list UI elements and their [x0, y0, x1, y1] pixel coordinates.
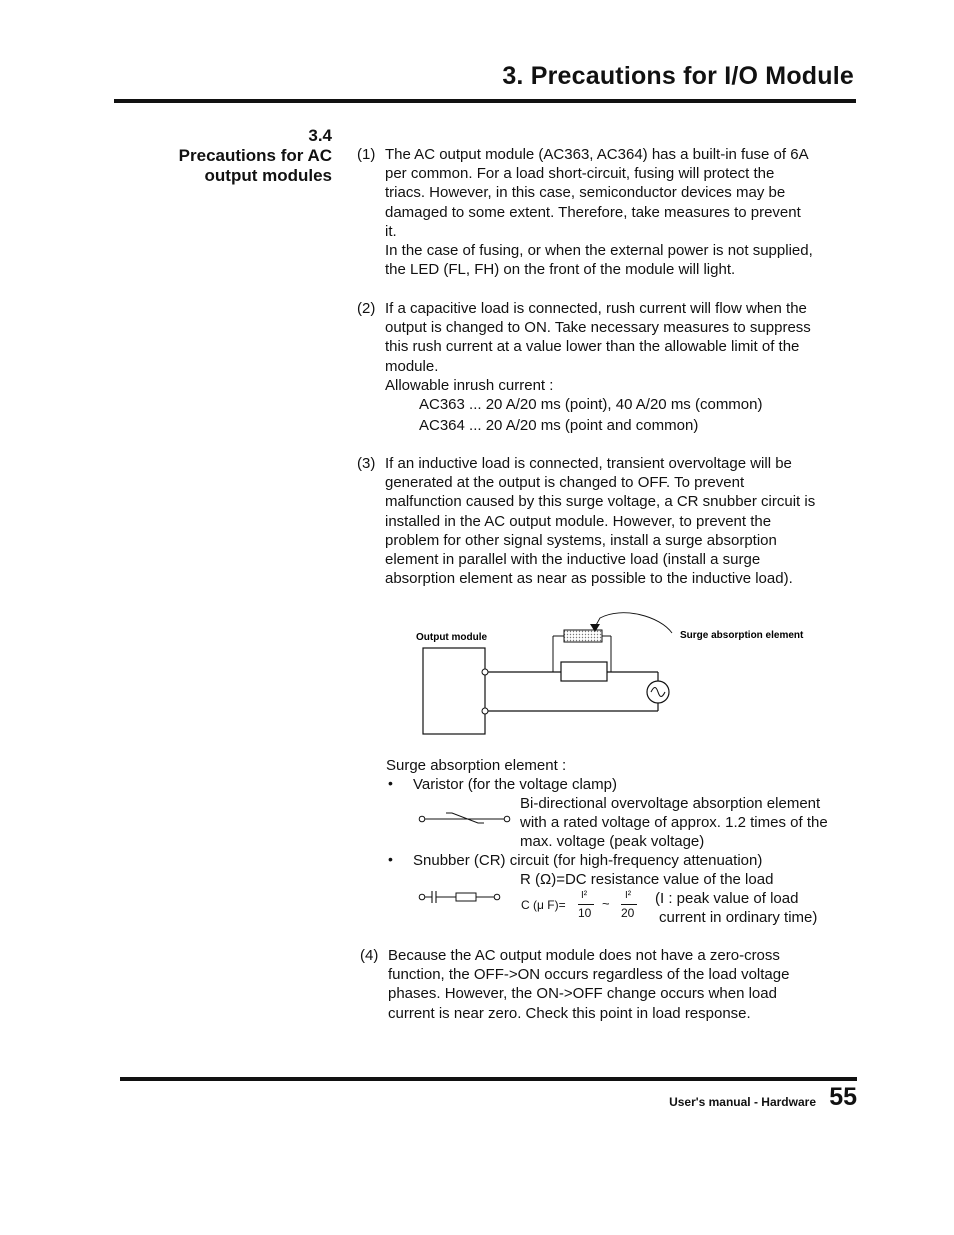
- section-number: 3.4: [308, 126, 332, 145]
- item-number: (2): [357, 300, 376, 317]
- footer-rule: [120, 1077, 857, 1081]
- inrush-ac363: AC363 ... 20 A/20 ms (point), 40 A/20 ms (common): [419, 396, 763, 413]
- peak-current-description-1: (I : peak value of load: [655, 890, 799, 907]
- section-title-line1: Precautions for AC: [178, 146, 332, 165]
- output-module-box: [423, 648, 485, 734]
- formula-numerator-2: I²: [625, 890, 632, 901]
- varistor-symbol: [418, 808, 512, 826]
- surge-heading: Surge absorption element :: [386, 757, 567, 774]
- inrush-ac364: AC364 ... 20 A/20 ms (point and common): [419, 417, 699, 434]
- footer-manual-title: User's manual - Hardware: [669, 1095, 816, 1109]
- page-number: 55: [829, 1083, 857, 1111]
- formula-denominator-2: 20: [621, 906, 635, 920]
- bullet-varistor: •: [388, 775, 393, 791]
- page-header-title: 3. Precautions for I/O Module: [502, 62, 854, 90]
- formula-fraction-bar-2: [621, 904, 637, 905]
- formula-fraction-bar-1: [578, 904, 594, 905]
- item-text: Because the AC output module does not have a zero-cross function, the OFF->ON occurs regardless of the load voltage phases. However, the ON->OFF change occurs when load current is near zero. Check this point in load response.: [388, 947, 790, 1022]
- resistance-description: R (Ω)=DC resistance value of the load: [520, 871, 774, 888]
- section-title-line2: output modules: [204, 166, 332, 185]
- peak-current-description-2: current in ordinary time): [659, 909, 818, 926]
- formula-denominator-1: 10: [578, 906, 592, 920]
- ac-source-icon: [647, 681, 669, 703]
- formula-numerator-1: I²: [581, 890, 588, 901]
- header-rule: [114, 99, 856, 103]
- output-module-label: Output module: [416, 632, 488, 643]
- formula-tilde: ~: [602, 896, 610, 911]
- item-number: (4): [360, 947, 379, 964]
- capacitance-formula-prefix: C (μ F)=: [521, 898, 566, 912]
- item-number: (3): [357, 455, 376, 472]
- surge-element-label: Surge absorption element: [680, 630, 804, 641]
- load-resistor-symbol: [561, 662, 607, 681]
- varistor-label: Varistor (for the voltage clamp): [413, 776, 617, 793]
- item-text: If a capacitive load is connected, rush current will flow when the output is changed to ON. Take necessary measures to suppress this rush current at a value lower than the allowable limit of the module. Allowable inrush current :: [385, 300, 811, 394]
- varistor-description: Bi-directional overvoltage absorption element with a rated voltage of approx. 1.2 times of the max. voltage (peak voltage): [520, 795, 828, 851]
- surge-absorption-element-symbol: [564, 630, 602, 642]
- terminal-circle-top: [482, 669, 488, 675]
- terminal-circle-bottom: [482, 708, 488, 714]
- item-text: If an inductive load is connected, transient overvoltage will be generated at the output is changed to OFF. To prevent malfunction caused by this surge voltage, a CR snubber circuit is installed in the AC output module. However, to prevent the problem for other signal systems, install a surge absorption element in parallel with the inductive load (install a surge absorption element as near as possible to the inductive load).: [385, 455, 816, 588]
- item-number: (1): [357, 146, 376, 163]
- item-text: The AC output module (AC363, AC364) has a built-in fuse of 6A per common. For a load short-circuit, fusing will protect the triacs. However, in this case, semiconductor devices may be damaged to some extent. Therefore, take measures to prevent it. In the case of fusing, or when the external power is not supplied, the LED (FL, FH) on the front of the module will light.: [385, 146, 813, 279]
- bullet-snubber: •: [388, 851, 393, 867]
- surge-circuit-diagram: [410, 600, 830, 745]
- snubber-cr-symbol: [418, 888, 512, 906]
- section-heading: [179, 126, 332, 186]
- snubber-label: Snubber (CR) circuit (for high-frequency attenuation): [413, 852, 763, 869]
